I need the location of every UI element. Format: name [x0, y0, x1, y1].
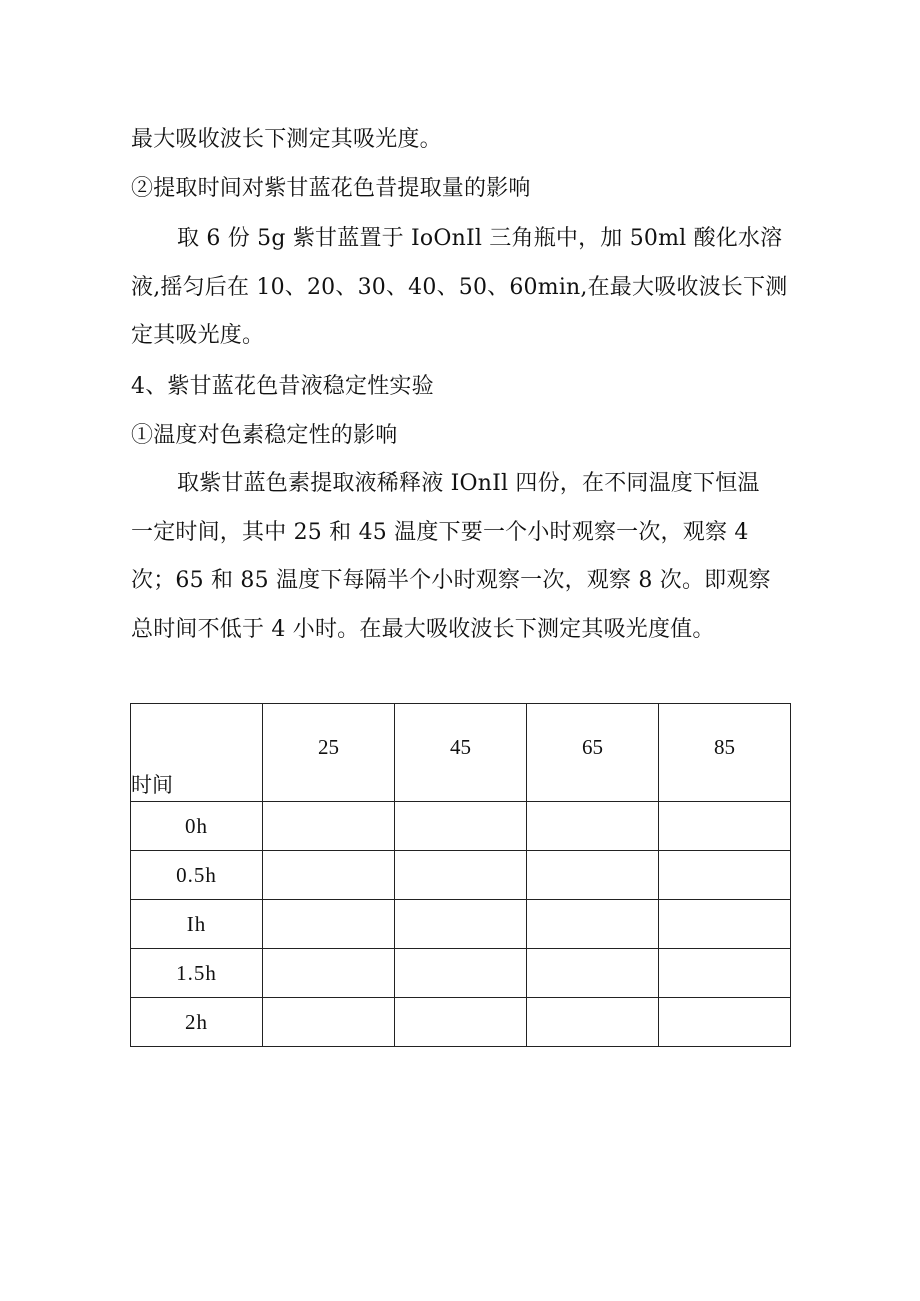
time-row-label: Ih [131, 900, 263, 949]
text-line-2: ②提取时间对紫甘蓝花色昔提取量的影响 [131, 176, 531, 201]
corner-cell [131, 704, 263, 802]
empty-cell [659, 998, 791, 1047]
empty-cell [659, 851, 791, 900]
empty-cell [263, 851, 395, 900]
subsection-heading: ①温度对色素稳定性的影响 [131, 423, 398, 448]
text-line-5: 定其吸光度。 [131, 323, 265, 348]
text-line-8: 取紫甘蓝色素提取液稀释液 IOnIl 四份，在不同温度下恒温 [177, 471, 760, 496]
time-row-label: 0h [131, 802, 263, 851]
text-line-11: 总时间不低于 4 小时。在最大吸收波长下测定其吸光度值。 [131, 617, 715, 642]
table-header-row [131, 704, 791, 802]
header-cell [659, 704, 791, 802]
empty-cell [659, 900, 791, 949]
empty-cell [263, 998, 395, 1047]
empty-cell [395, 949, 527, 998]
table-row [131, 900, 791, 949]
empty-cell [527, 802, 659, 851]
empty-cell [263, 949, 395, 998]
time-row-label: 1.5h [131, 949, 263, 998]
text-line-1: 最大吸收波长下测定其吸光度。 [131, 127, 442, 152]
header-cell [527, 704, 659, 802]
time-row-label: 0.5h [131, 851, 263, 900]
time-axis-label: 时间 [131, 773, 173, 797]
empty-cell [527, 851, 659, 900]
table-row [131, 949, 791, 998]
empty-cell [263, 900, 395, 949]
empty-cell [395, 900, 527, 949]
section-heading: 4、紫甘蓝花色昔液稳定性实验 [131, 374, 434, 399]
empty-cell [395, 998, 527, 1047]
empty-cell [659, 802, 791, 851]
text-line-9: 一定时间，其中 25 和 45 温度下要一个小时观察一次，观察 4 [131, 520, 749, 545]
empty-cell [395, 851, 527, 900]
empty-cell [395, 802, 527, 851]
header-cell [263, 704, 395, 802]
table-row [131, 802, 791, 851]
text-line-10: 次；65 和 85 温度下每隔半个小时观察一次，观察 8 次。即观察 [131, 568, 771, 593]
time-row-label: 2h [131, 998, 263, 1047]
temperature-header: 25 [318, 735, 339, 759]
text-line-4: 液,摇匀后在 10、20、30、40、50、60min,在最大吸收波长下测 [131, 275, 788, 300]
empty-cell [527, 998, 659, 1047]
temperature-header: 85 [714, 735, 735, 759]
table-row [131, 851, 791, 900]
text-line-3: 取 6 份 5g 紫甘蓝置于 IoOnIl 三角瓶中，加 50ml 酸化水溶 [177, 226, 783, 251]
temperature-header: 65 [582, 735, 603, 759]
empty-cell [659, 949, 791, 998]
temperature-header: 45 [450, 735, 471, 759]
temperature-time-table [130, 703, 791, 1047]
table-row [131, 998, 791, 1047]
header-cell [395, 704, 527, 802]
empty-cell [263, 802, 395, 851]
empty-cell [527, 949, 659, 998]
empty-cell [527, 900, 659, 949]
